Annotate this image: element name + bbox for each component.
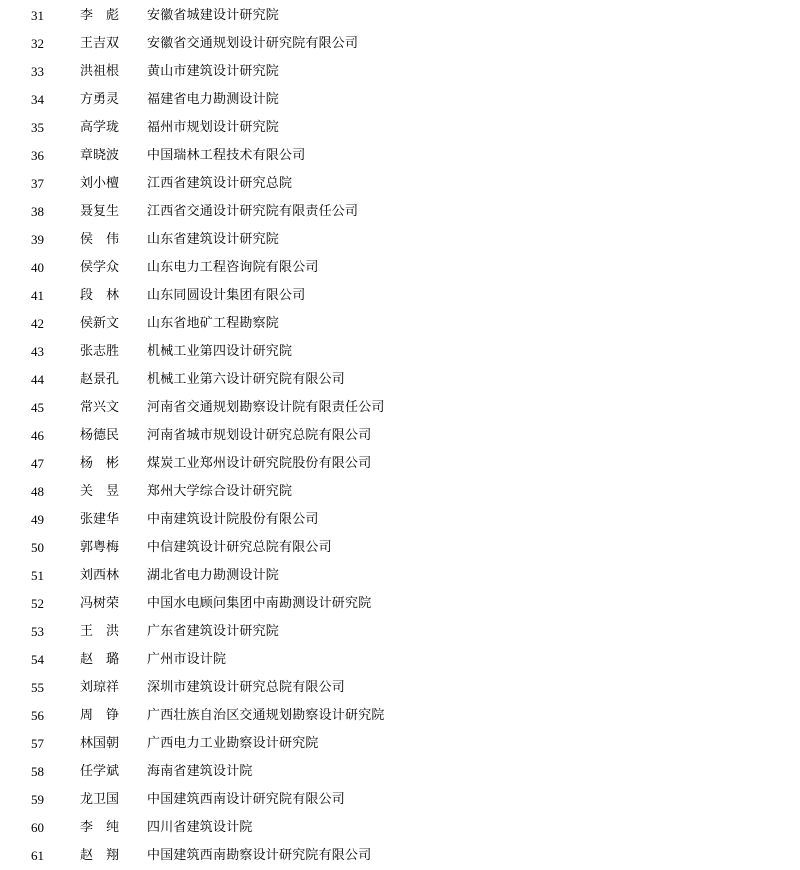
organization-name: 中国建筑西南设计研究院有限公司 [147, 792, 346, 807]
list-item [0, 226, 800, 254]
row-number: 47 [31, 456, 44, 471]
organization-name: 河南省城市规划设计研究总院有限公司 [147, 428, 372, 443]
organization-name: 江西省交通设计研究院有限责任公司 [147, 204, 359, 219]
row-number: 31 [31, 8, 44, 23]
list-item [0, 170, 800, 198]
list-item [0, 114, 800, 142]
organization-name: 郑州大学综合设计研究院 [147, 484, 293, 499]
row-number: 51 [31, 568, 44, 583]
person-name: 方勇灵 [80, 92, 120, 107]
row-number: 57 [31, 736, 44, 751]
person-name: 赵景孔 [80, 372, 120, 387]
list-item [0, 282, 800, 310]
person-name: 常兴文 [80, 400, 120, 415]
list-item [0, 30, 800, 58]
list-item [0, 310, 800, 338]
organization-name: 机械工业第四设计研究院 [147, 344, 293, 359]
row-number: 46 [31, 428, 44, 443]
organization-name: 广东省建筑设计研究院 [147, 624, 280, 639]
list-item [0, 562, 800, 590]
name-list [0, 2, 800, 870]
list-item [0, 338, 800, 366]
row-number: 43 [31, 344, 44, 359]
row-number: 39 [31, 232, 44, 247]
person-name: 郭粤梅 [80, 540, 120, 555]
row-number: 55 [31, 680, 44, 695]
organization-name: 江西省建筑设计研究总院 [147, 176, 293, 191]
organization-name: 山东省地矿工程勘察院 [147, 316, 280, 331]
list-item [0, 86, 800, 114]
organization-name: 海南省建筑设计院 [147, 764, 253, 779]
organization-name: 中国水电顾问集团中南勘测设计研究院 [147, 596, 372, 611]
person-name: 侯学众 [80, 260, 120, 275]
row-number: 59 [31, 792, 44, 807]
person-name: 王 洪 [80, 624, 120, 639]
person-name: 章晓波 [80, 148, 120, 163]
list-item [0, 2, 800, 30]
organization-name: 黄山市建筑设计研究院 [147, 64, 280, 79]
row-number: 42 [31, 316, 44, 331]
row-number: 41 [31, 288, 44, 303]
list-item [0, 590, 800, 618]
person-name: 李 纯 [80, 820, 120, 835]
organization-name: 广西壮族自治区交通规划勘察设计研究院 [147, 708, 385, 723]
person-name: 赵 翔 [80, 848, 120, 863]
row-number: 44 [31, 372, 44, 387]
list-item [0, 674, 800, 702]
list-item [0, 198, 800, 226]
organization-name: 山东同圆设计集团有限公司 [147, 288, 306, 303]
person-name: 侯 伟 [80, 232, 120, 247]
person-name: 张志胜 [80, 344, 120, 359]
row-number: 34 [31, 92, 44, 107]
person-name: 冯树荣 [80, 596, 120, 611]
list-item [0, 478, 800, 506]
person-name: 刘西林 [80, 568, 120, 583]
list-item [0, 58, 800, 86]
person-name: 关 昱 [80, 484, 120, 499]
list-item [0, 142, 800, 170]
row-number: 36 [31, 148, 44, 163]
organization-name: 中国瑞林工程技术有限公司 [147, 148, 306, 163]
row-number: 50 [31, 540, 44, 555]
list-item [0, 366, 800, 394]
list-item [0, 814, 800, 842]
person-name: 段 林 [80, 288, 120, 303]
person-name: 杨 彬 [80, 456, 120, 471]
organization-name: 煤炭工业郑州设计研究院股份有限公司 [147, 456, 372, 471]
row-number: 61 [31, 848, 44, 863]
person-name: 聂复生 [80, 204, 120, 219]
row-number: 52 [31, 596, 44, 611]
organization-name: 安徽省交通规划设计研究院有限公司 [147, 36, 359, 51]
organization-name: 安徽省城建设计研究院 [147, 8, 280, 23]
list-item [0, 618, 800, 646]
person-name: 高学珑 [80, 120, 120, 135]
organization-name: 四川省建筑设计院 [147, 820, 253, 835]
list-item [0, 534, 800, 562]
person-name: 周 铮 [80, 708, 120, 723]
list-item [0, 702, 800, 730]
organization-name: 福州市规划设计研究院 [147, 120, 280, 135]
organization-name: 山东省建筑设计研究院 [147, 232, 280, 247]
organization-name: 河南省交通规划勘察设计院有限责任公司 [147, 400, 385, 415]
person-name: 林国朝 [80, 736, 120, 751]
person-name: 洪祖根 [80, 64, 120, 79]
list-item [0, 786, 800, 814]
row-number: 60 [31, 820, 44, 835]
person-name: 任学斌 [80, 764, 120, 779]
organization-name: 广州市设计院 [147, 652, 227, 667]
organization-name: 湖北省电力勘测设计院 [147, 568, 280, 583]
organization-name: 山东电力工程咨询院有限公司 [147, 260, 319, 275]
organization-name: 中信建筑设计研究总院有限公司 [147, 540, 332, 555]
list-item [0, 450, 800, 478]
person-name: 刘琼祥 [80, 680, 120, 695]
list-item [0, 394, 800, 422]
row-number: 35 [31, 120, 44, 135]
organization-name: 广西电力工业勘察设计研究院 [147, 736, 319, 751]
person-name: 李 彪 [80, 8, 120, 23]
list-item [0, 730, 800, 758]
list-item [0, 506, 800, 534]
person-name: 赵 璐 [80, 652, 120, 667]
organization-name: 中南建筑设计院股份有限公司 [147, 512, 319, 527]
list-item [0, 758, 800, 786]
person-name: 杨德民 [80, 428, 120, 443]
row-number: 40 [31, 260, 44, 275]
list-item [0, 254, 800, 282]
list-item [0, 646, 800, 674]
row-number: 56 [31, 708, 44, 723]
row-number: 54 [31, 652, 44, 667]
list-item [0, 422, 800, 450]
person-name: 龙卫国 [80, 792, 120, 807]
row-number: 48 [31, 484, 44, 499]
person-name: 王吉双 [80, 36, 120, 51]
organization-name: 福建省电力勘测设计院 [147, 92, 280, 107]
person-name: 侯新文 [80, 316, 120, 331]
organization-name: 中国建筑西南勘察设计研究院有限公司 [147, 848, 372, 863]
organization-name: 深圳市建筑设计研究总院有限公司 [147, 680, 346, 695]
person-name: 刘小檀 [80, 176, 120, 191]
row-number: 32 [31, 36, 44, 51]
row-number: 38 [31, 204, 44, 219]
row-number: 37 [31, 176, 44, 191]
row-number: 53 [31, 624, 44, 639]
row-number: 49 [31, 512, 44, 527]
organization-name: 机械工业第六设计研究院有限公司 [147, 372, 346, 387]
row-number: 45 [31, 400, 44, 415]
row-number: 58 [31, 764, 44, 779]
row-number: 33 [31, 64, 44, 79]
person-name: 张建华 [80, 512, 120, 527]
